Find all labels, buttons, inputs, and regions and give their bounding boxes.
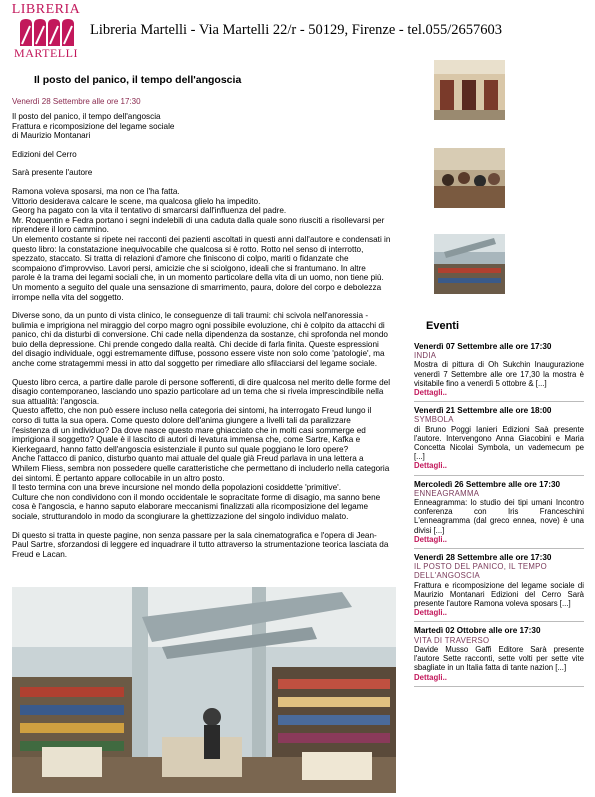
event-date: Martedì 02 Ottobre alle ore 17:30 [414,626,541,636]
article-line: Vittorio desiderava calcare le scene, ma qualcosa glielo ha impedito. [12,196,261,206]
libreria-martelli-logo[interactable] [8,2,84,62]
event-date: Venerdì 07 Settembre alle ore 17:30 [414,342,552,351]
intro-line: Frattura e ricomposizione del legame sociale [12,121,175,131]
event-details-link[interactable]: Dettagli.. [414,608,447,618]
event-crowd-thumbnail[interactable] [434,148,505,208]
article-line: panico, chi da disturbi di conversione. Chi cade nella dipendenza da sostanze, chi sprofonda nel mondo [12,330,388,340]
event-item [414,402,584,475]
page-title: Il posto del panico, il tempo dell'angoscia [34,74,242,86]
article-line: cosa è l'angoscia, e hanno saputo elaborare meccanismi finalizzati alla ricomposizione del legame [12,502,369,512]
article-paragraph [12,378,407,522]
event-description: Davide Musso Gaffi Editore Sarà presente l'autore Sette racconti, sette volti per sette vite sbagliate in un Italia fatta di tante nazion [...] [414,644,584,673]
event-details-link[interactable]: Dettagli.. [414,672,447,682]
article-line: parole è la trama dei legami sociali che, in un momento particolare della vita di un uomo, non tiene più. [12,273,384,283]
article-line: Georg ha pagato con la vita il tentativo di smarcarsi dall'influenza del padre. [12,206,287,216]
store-interior-thumbnail[interactable] [434,234,505,294]
article-line: Paul Sartre, sforzandosi di leggere ed inquadrare il tutto attraverso la strumentazione teorica lasciata da [12,540,389,550]
article-line: Questo affetto, che non può essere incluso nella categoria dei sintomi, ha interrogato Freud lungo il [12,406,372,416]
event-description: Mostra di pittura di Oh Sukchin Inaugurazione venerdì 7 Settembre alle ore 17,30 la mostra è visitabile fino a venerdì 5 ottobre & [...] [414,360,584,388]
event-title: ENNEAGRAMMA [414,488,480,498]
logo-text-top: LIBRERIA [11,2,81,17]
event-title: SYMBOLA [414,415,454,425]
event-description: Frattura e ricomposizione del legame sociale di Maurizio Montanari Edizioni del Cerro Sarà presente l'autore Ramona voleva sposars [...] [414,580,584,609]
event-date: Venerdì 28 Settembre alle ore 17:30 [414,553,552,563]
article-line: disagio contemporaneo, lasciando uno spazio particolare ad un tema che si rivela imprescindibile nella [12,387,384,397]
article-line: scompaiono d'improvviso. Lavori persi, amicizie che si sciolgono, ideali che si frantumano. In altre [12,263,366,273]
article-line: questo libro: la constatazione inequivocabile che qualcosa si è rotto. Rotto nel senso di interrotto, [12,244,364,254]
article-line: Anche l'attacco di panico, disturbo quanto mai attuale del quale già Freud parlava in una lettera a [12,454,364,464]
logo-mark-icon [18,18,74,46]
bookstore-interior-photo [12,587,396,793]
article-line: irrompe nella vita del soggetto. [12,292,124,302]
article-line: sua attualità: l'angoscia. [12,396,100,406]
article-line: imprigiona il soggetto? Quale è il lascito di autori di levatura immensa che, come Sartre, Kafka e [12,435,361,445]
events-list [414,338,584,687]
author-presence: Sarà presente l'autore [12,168,93,178]
article-paragraph [12,531,407,560]
event-item [414,622,584,686]
event-date: Venerdì 21 Settembre alle ore 18:00 [414,406,552,416]
publisher: Edizioni del Cerro [12,149,77,159]
logo-text-bottom: MARTELLI [14,46,78,60]
event-details-link[interactable]: Dettagli.. [414,388,447,398]
article-line: Un elemento costante si ripete nei racconti dei pazienti ascoltati in questi anni dall'autore e condensati in [12,234,391,244]
event-title: VITA DI TRAVERSO [414,635,490,645]
article-line: Ramona voleva sposarsi, ma non ce l'ha fatta. [12,186,180,196]
article-line: buio della depressione. Chi prende congedo dalla realtà. Chi decide di farla finita. Queste espressioni [12,339,379,349]
event-title: IL POSTO DEL PANICO, IL TEMPO DELL'ANGOSCIA [414,562,548,581]
article-body [12,112,407,568]
article-line: Un momento a seguito del quale una sensazione di smarrimento, paura, dolore del corpo e debolezza [12,282,382,292]
article-line: Il testo termina con una breve incursione nel mondo della popolazioni cosiddette 'primitive'. [12,483,341,493]
article-line: riprendere il loro cammino. [12,225,109,235]
article-line: corso di tutta la sua opera. Come questo dolore dell'anima giungere a livelli tali da paralizzare [12,416,351,426]
article-line: Culture che non condividono con il mondo occidentale le sopracitate forme di disagio, ma sanno bene [12,492,381,502]
event-description: di Bruno Poggi Ianieri Edizioni Saà presente l'autore. Intervengono Anna Giacobini e Maria Concetta Nicolai Symbola, un vademecum pe [...] [414,424,584,462]
article-paragraph [12,187,407,302]
article-line: Questo libro cerca, a partire dalle parole di persone sofferenti, di dire qualcosa nel merito delle forme del [12,377,391,387]
event-item [414,338,584,402]
event-details-link[interactable]: Dettagli.. [414,534,447,544]
intro-line: di Maurizio Montanari [12,131,91,141]
article-line: l'esistenza di un individuo? Da dove nasce questo mare ghiacciato che in molti casi sommerge ed [12,425,366,435]
article-line: Mr. Roquentin e Fedra portano i segni indelebili di una caduta dalla quale sono riusciti a risollevarsi per [12,215,385,225]
event-item [414,476,584,549]
events-heading: Eventi [426,320,460,332]
article-paragraph [12,311,407,369]
article-line: Whilem Fliess, sembra non possedere quelle caratteristiche che permettano di includerlo nella categoria [12,464,390,473]
article-line: Di questo si tratta in queste pagine, non senza passare per la sala cinematografica e l'opera di Jean- [12,530,377,540]
article-line: Kierkegaard, hanno fatto dell'angoscia esistenziale il punto sul quale poggiano le loro opere? [12,444,349,454]
event-item [414,549,584,622]
article-line: sociale, strutturandolo in modo da scongiurare la ghettizzazione del singolo individuo malato. [12,511,349,521]
store-exterior-thumbnail[interactable] [434,60,505,120]
article-intro [12,112,407,141]
event-details-link[interactable]: Dettagli.. [414,461,447,471]
article-line: anche come stratagemmi messi in atto dal soggetto per rimediare allo sfilacciarsi del legame sociale. [12,359,377,369]
article-line: Freud e Lacan. [12,549,68,559]
article-line: bulimia e imprigiona nel miraggio del corpo magro ogni possibile evoluzione, chi è colpito da attacchi di [12,320,385,330]
event-date: Mercoledì 26 Settembre alle ore 17:30 [414,479,561,489]
event-date: Venerdì 28 Settembre alle ore 17:30 [12,97,141,106]
article-line: spezzato, staccato. Si tratta di relazioni d'amore che finiscono di colpo, mariti o fidanzate che [12,254,349,264]
intro-line: Il posto del panico, il tempo dell'angoscia [12,112,161,121]
event-description: Enneagramma: lo studio dei tipi umani Incontro conferenza con Iris Franceschini L'enneagramma (dal greco ennea, nove) è una divisi [...] [414,498,584,535]
store-address-header: Libreria Martelli - Via Martelli 22/r - 50129, Firenze - tel.055/2657603 [90,22,503,38]
article-line: del disagio individuale, oggi estremamente diffuse, possono essere viste non solo come 'patologie', ma [12,349,385,359]
article-line: Diverse sono, da un punto di vista clinico, le conseguenze di tali traumi: chi scivola nell'anoressia - [12,311,369,321]
event-title: INDIA [414,351,437,361]
article-line: dei sintomi. È pertanto appare collocabile in un altro posto. [12,473,225,483]
